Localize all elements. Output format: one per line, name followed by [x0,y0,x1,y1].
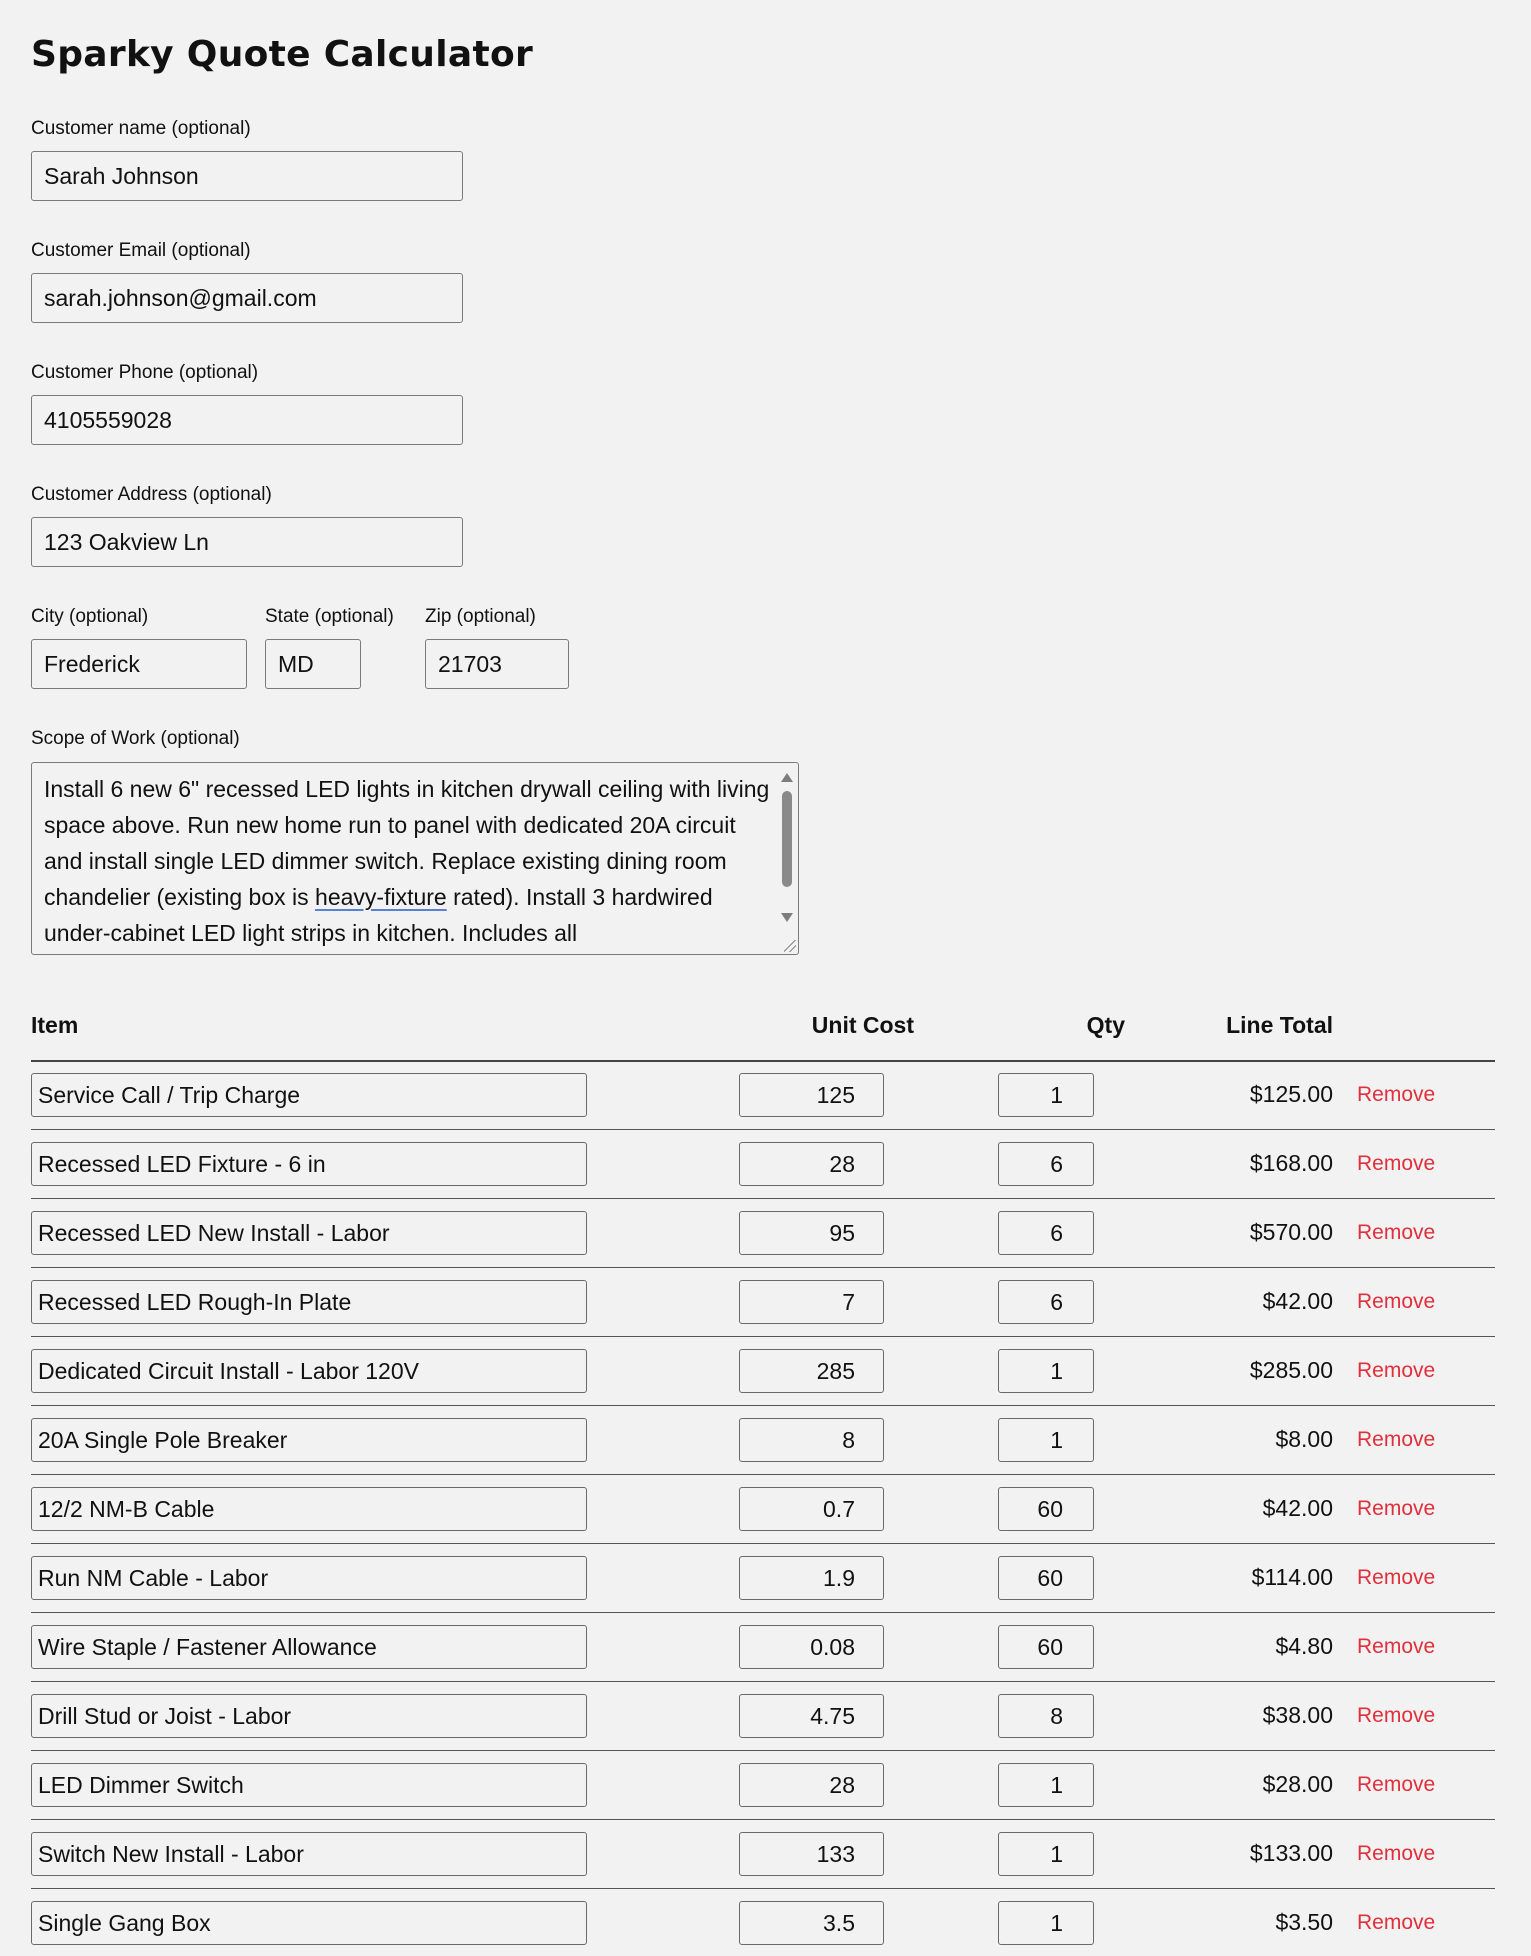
table-row [31,1130,1495,1199]
remove-row-button[interactable]: Remove [1357,1290,1436,1313]
customer-address-label: Customer Address (optional) [31,484,272,505]
line-total: $38.00 [1262,1702,1333,1728]
table-row [31,1613,1495,1682]
city-input[interactable] [31,639,247,689]
unit-cost-input[interactable] [739,1211,884,1255]
table-row [31,1406,1495,1475]
header-unit-cost: Unit Cost [811,1012,914,1038]
table-row [31,1061,1495,1130]
table-row [31,1268,1495,1337]
unit-cost-input[interactable] [739,1142,884,1186]
table-row [31,1199,1495,1268]
qty-input[interactable] [998,1073,1094,1117]
unit-cost-input[interactable] [739,1901,884,1945]
item-name-input[interactable] [31,1349,587,1393]
qty-input[interactable] [998,1211,1094,1255]
remove-row-button[interactable]: Remove [1357,1566,1436,1589]
remove-row-button[interactable]: Remove [1357,1773,1436,1796]
item-name-input[interactable] [31,1073,587,1117]
item-name-input[interactable] [31,1211,587,1255]
line-total: $570.00 [1249,1219,1333,1245]
table-row [31,1751,1495,1820]
customer-email-label: Customer Email (optional) [31,240,251,261]
zip-input[interactable] [425,639,569,689]
qty-input[interactable] [998,1418,1094,1462]
qty-input[interactable] [998,1694,1094,1738]
remove-row-button[interactable]: Remove [1357,1083,1436,1106]
line-total: $125.00 [1249,1081,1333,1107]
line-total: $42.00 [1262,1288,1333,1314]
unit-cost-input[interactable] [739,1694,884,1738]
customer-name-input[interactable] [31,151,463,201]
state-input[interactable] [265,639,361,689]
table-row [31,1475,1495,1544]
customer-name-label: Customer name (optional) [31,118,251,139]
header-line-total: Line Total [1226,1012,1333,1038]
line-total: $28.00 [1262,1771,1333,1797]
item-name-input[interactable] [31,1763,587,1807]
qty-input[interactable] [998,1832,1094,1876]
line-total: $285.00 [1249,1357,1333,1383]
remove-row-button[interactable]: Remove [1357,1497,1436,1520]
line-total: $4.80 [1275,1633,1333,1659]
remove-row-button[interactable]: Remove [1357,1428,1436,1451]
item-name-input[interactable] [31,1556,587,1600]
line-total: $8.00 [1275,1426,1333,1452]
qty-input[interactable] [998,1142,1094,1186]
item-name-input[interactable] [31,1487,587,1531]
scroll-up-icon[interactable] [781,773,793,782]
line-total: $114.00 [1251,1564,1333,1590]
item-name-input[interactable] [31,1694,587,1738]
table-row [31,1820,1495,1889]
spellcheck-flagged-word: heavy-fixture [315,884,447,910]
customer-phone-label: Customer Phone (optional) [31,362,259,383]
qty-input[interactable] [998,1901,1094,1945]
qty-input[interactable] [998,1487,1094,1531]
table-row [31,1682,1495,1751]
table-row [31,1337,1495,1406]
qty-input[interactable] [998,1763,1094,1807]
item-name-input[interactable] [31,1280,587,1324]
unit-cost-input[interactable] [739,1280,884,1324]
unit-cost-input[interactable] [739,1349,884,1393]
line-total: $42.00 [1262,1495,1333,1521]
table-row [31,1544,1495,1613]
line-total: $3.50 [1275,1909,1333,1935]
header-qty: Qty [1086,1012,1125,1038]
line-total: $133.00 [1249,1840,1333,1866]
unit-cost-input[interactable] [739,1625,884,1669]
item-name-input[interactable] [31,1901,587,1945]
unit-cost-input[interactable] [739,1556,884,1600]
item-name-input[interactable] [31,1418,587,1462]
scope-text: Install 6 new 6" recessed LED lights in kitchen drywall ceiling with living space above. Run new home run to panel with dedicated 20A circuit and install single LED dimmer switch. Replace existing dining room chandelier (existing box is heavy-fixture rated). Install 3 hardwired under-cabinet LED light strips in kitchen. Includes all [44,776,770,946]
zip-label: Zip (optional) [425,606,536,627]
item-name-input[interactable] [31,1625,587,1669]
remove-row-button[interactable]: Remove [1357,1842,1436,1865]
remove-row-button[interactable]: Remove [1357,1911,1436,1934]
scroll-down-icon[interactable] [781,913,793,922]
unit-cost-input[interactable] [739,1487,884,1531]
remove-row-button[interactable]: Remove [1357,1635,1436,1658]
page-title: Sparky Quote Calculator [31,34,534,75]
scroll-thumb[interactable] [782,791,792,887]
unit-cost-input[interactable] [739,1763,884,1807]
scope-label: Scope of Work (optional) [31,728,240,749]
state-label: State (optional) [265,606,394,627]
resize-grip-icon[interactable] [784,940,796,952]
customer-address-input[interactable] [31,517,463,567]
customer-phone-input[interactable] [31,395,463,445]
item-name-input[interactable] [31,1142,587,1186]
unit-cost-input[interactable] [739,1073,884,1117]
city-label: City (optional) [31,606,149,627]
qty-input[interactable] [998,1349,1094,1393]
customer-email-input[interactable] [31,273,463,323]
scope-scrollbar[interactable] [776,763,798,954]
remove-row-button[interactable]: Remove [1357,1359,1436,1382]
qty-input[interactable] [998,1625,1094,1669]
unit-cost-input[interactable] [739,1418,884,1462]
qty-input[interactable] [998,1280,1094,1324]
line-total: $168.00 [1249,1150,1333,1176]
table-row [31,1889,1495,1956]
remove-row-button[interactable]: Remove [1357,1152,1436,1175]
item-name-input[interactable] [31,1832,587,1876]
unit-cost-input[interactable] [739,1832,884,1876]
remove-row-button[interactable]: Remove [1357,1221,1436,1244]
scope-textarea[interactable] [31,762,799,955]
qty-input[interactable] [998,1556,1094,1600]
remove-row-button[interactable]: Remove [1357,1704,1436,1727]
header-item: Item [31,1012,79,1038]
